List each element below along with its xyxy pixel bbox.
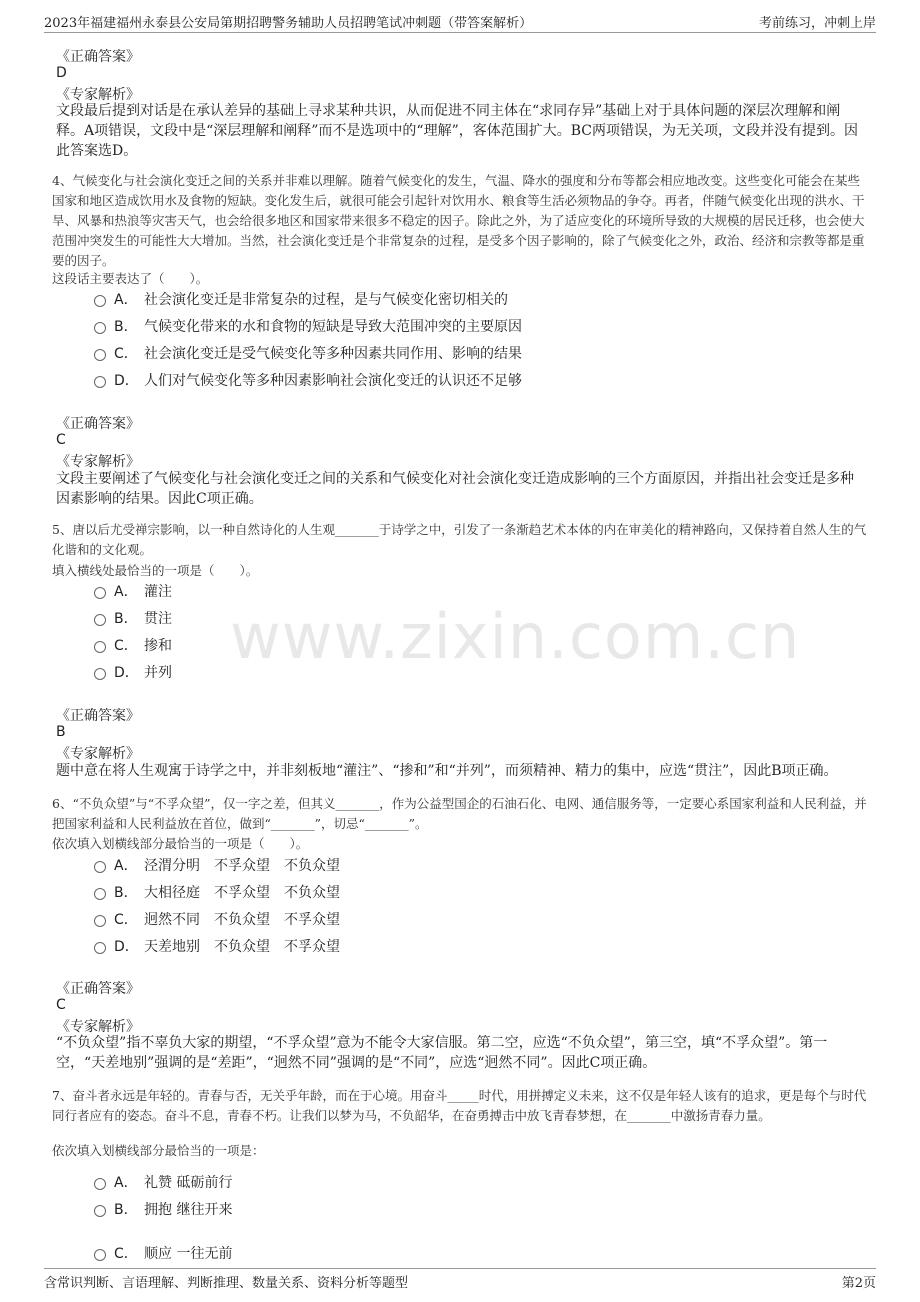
q5-option-d[interactable]: D． 并列	[94, 661, 172, 683]
q5-option-a[interactable]: A． 灌注	[94, 580, 172, 602]
answer-letter: B	[56, 724, 66, 740]
question-4-prompt: 这段话主要表达了（ ）。	[52, 271, 209, 286]
explanation-text: 题中意在将人生观寓于诗学之中，并非刻板地“灌注”、“掺和”和“并列”，而须精神、精力的集中，应选“贯注”，因此B项正确。	[56, 763, 838, 779]
answer-letter: C	[56, 432, 66, 448]
radio-icon[interactable]	[94, 641, 106, 653]
question-5-prompt: 填入横线处最恰当的一项是（ ）。	[52, 563, 259, 578]
answer-letter: D	[56, 65, 67, 81]
explanation-label: 《专家解析》	[56, 746, 140, 762]
q4-option-d[interactable]: D． 人们对气候变化等多种因素影响社会演化变迁的认识还不足够	[94, 369, 522, 391]
radio-icon[interactable]	[94, 888, 106, 900]
answer-label: 《正确答案》	[56, 981, 140, 997]
page-number: 第2页	[841, 1276, 876, 1291]
q6-option-c[interactable]: C． 迥然不同 不负众望 不孚众望	[94, 908, 340, 930]
radio-icon[interactable]	[94, 322, 106, 334]
q5-option-c[interactable]: C． 掺和	[94, 634, 172, 656]
radio-icon[interactable]	[94, 1249, 106, 1261]
document-title: 2023年福建福州永泰县公安局第期招聘警务辅助人员招聘笔试冲刺题（带答案解析）	[44, 16, 533, 31]
page-footer	[44, 1268, 876, 1291]
radio-icon[interactable]	[94, 295, 106, 307]
footer-topics: 含常识判断、言语理解、判断推理、数量关系、资料分析等题型	[44, 1276, 409, 1291]
answer-label: 《正确答案》	[56, 708, 140, 724]
radio-icon[interactable]	[94, 614, 106, 626]
radio-icon[interactable]	[94, 942, 106, 954]
question-7-text: 7、奋斗者永远是年轻的。青春与否，无关乎年龄，而在于心境。用奋斗_____时代，用拼搏定义未来，这不仅是年轻人该有的追求，更是每个与时代同行者应有的姿态。奋斗不息，青春不朽。让我们以梦为马，不负韶华，在奋勇搏击中放飞青春梦想，在_______中激扬青春力量。	[52, 1088, 867, 1123]
radio-icon[interactable]	[94, 587, 106, 599]
answer-label: 《正确答案》	[56, 416, 140, 432]
q6-option-d[interactable]: D． 天差地别 不负众望 不孚众望	[94, 935, 340, 957]
radio-icon[interactable]	[94, 1178, 106, 1190]
explanation-label: 《专家解析》	[56, 454, 140, 470]
question-6-prompt: 依次填入划横线部分最恰当的一项是（ ）。	[52, 836, 309, 851]
q4-option-c[interactable]: C． 社会演化变迁是受气候变化等多种因素共同作用、影响的结果	[94, 342, 522, 364]
question-5-text: 5、唐以后尤受禅宗影响，以一种自然诗化的人生观_______于诗学之中，引发了一条渐趋艺术本体的内在审美化的精神路向，又保持着自然人生的气化谐和的文化观。	[52, 522, 867, 557]
answer-label: 《正确答案》	[56, 49, 140, 65]
explanation-text: 文段主要阐述了气候变化与社会演化变迁之间的关系和气候变化对社会演化变迁造成影响的三个方面原因，并指出社会变迁是多种因素影响的结果。因此C项正确。	[56, 471, 854, 507]
radio-icon[interactable]	[94, 915, 106, 927]
explanation-label: 《专家解析》	[56, 1019, 140, 1035]
radio-icon[interactable]	[94, 349, 106, 361]
radio-icon[interactable]	[94, 376, 106, 388]
q4-option-a[interactable]: A． 社会演化变迁是非常复杂的过程，是与气候变化密切相关的	[94, 288, 508, 310]
q7-option-b[interactable]: B． 拥抱 继往开来	[94, 1198, 232, 1220]
question-4-text: 4、气候变化与社会演化变迁之间的关系并非难以理解。随着气候变化的发生，气温、降水的强度和分布等都会相应地改变。这些变化可能会在某些国家和地区造成饮用水及食物的短缺。变化发生后，就很可能会引起针对饮用水、粮食等生活必须物品的争夺。再者，伴随气候变化出现的洪水、干旱、风暴和热浪等灾害天气，也会给很多地区和国家带来很多不稳定的因子。除此之外，为了适应变化的环境所导致的大规模的居民迁移，也会使大范围冲突发生的可能性大大增加。当然，社会演化变迁是个非常复杂的过程，是受多个因子影响的，除了气候变化之外，政治、经济和宗教等都是重要的因子。	[52, 173, 865, 268]
answer-letter: C	[56, 997, 66, 1013]
explanation-text: “不负众望”指不辜负大家的期望，“不孚众望”意为不能令大家信服。第二空，应选“不负众望”，第三空，填“不孚众望”。第一空，“天差地别”强调的是“差距”，“迥然不同”强调的是“不同”，应选“迥然不同”。因此C项正确。	[56, 1035, 828, 1071]
q6-option-b[interactable]: B． 大相径庭 不孚众望 不负众望	[94, 881, 340, 903]
question-6-text: 6、“不负众望”与“不孚众望”，仅一字之差，但其义_______，作为公益型国企的石油石化、电网、通信服务等，一定要心系国家利益和人民利益，并把国家利益和人民利益放在首位，做到“_______”，切忌“_______”。	[52, 796, 867, 831]
header-slogan: 考前练习，冲刺上岸	[758, 16, 876, 31]
question-7-prompt: 依次填入划横线部分最恰当的一项是：	[52, 1143, 265, 1158]
explanation-label: 《专家解析》	[56, 87, 140, 103]
radio-icon[interactable]	[94, 668, 106, 680]
page-header	[44, 10, 876, 33]
q4-option-b[interactable]: B． 气候变化带来的水和食物的短缺是导致大范围冲突的主要原因	[94, 315, 522, 337]
q7-option-c[interactable]: C． 顺应 一往无前	[94, 1242, 232, 1264]
radio-icon[interactable]	[94, 1205, 106, 1217]
watermark: www.zixin.com.cn	[230, 600, 801, 673]
q7-option-a[interactable]: A． 礼赞 砥砺前行	[94, 1171, 232, 1193]
explanation-text: 文段最后提到对话是在承认差异的基础上寻求某种共识，从而促进不同主体在“求同存异”基础上对于具体问题的深层次理解和阐释。A项错误，文段中是“深层理解和阐释”而不是选项中的“理解”，客体范围扩大。BC两项错误，为无关项，文段并没有提到。因此答案选D。	[56, 103, 858, 159]
q6-option-a[interactable]: A． 泾渭分明 不孚众望 不负众望	[94, 854, 340, 876]
q5-option-b[interactable]: B． 贯注	[94, 607, 172, 629]
radio-icon[interactable]	[94, 861, 106, 873]
